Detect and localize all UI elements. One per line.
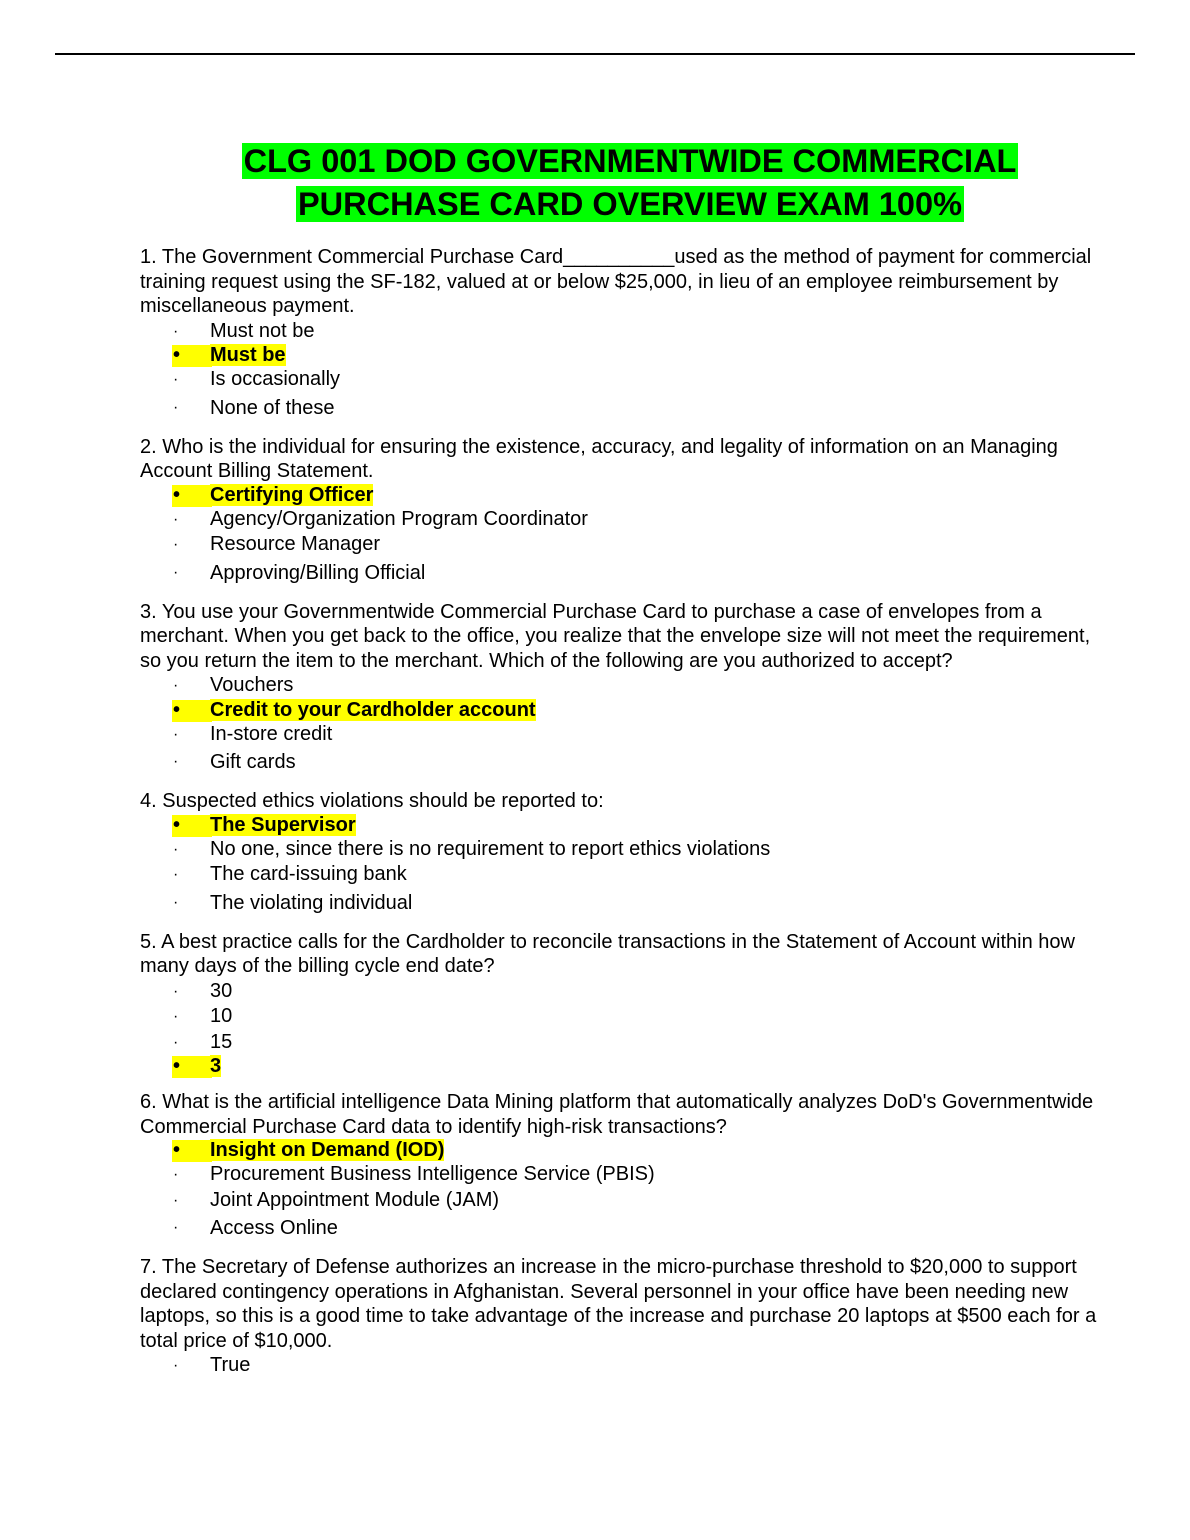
answer-option — [140, 532, 1110, 558]
answer-option-label: Must not be — [210, 319, 315, 342]
question-text: 1. The Government Commercial Purchase Card__________used as the method of payment for commercial training request using the SF-182, valued at or below $25,000, in lieu of an employee reimbursement by miscellaneous payment. — [140, 246, 1092, 317]
answer-option — [140, 1162, 1110, 1188]
answer-option-label: 10 — [210, 1005, 233, 1027]
question-text: 3. You use your Governmentwide Commercial Purchase Card to purchase a case of envelopes from a merchant. When you get back to the office, you realize that the envelope size will not meet the requirement, so you return the item to the merchant. Which of the following are you authorized to accept? — [140, 600, 1091, 672]
answer-options — [140, 1139, 1110, 1243]
answer-option — [140, 862, 1110, 888]
answer-option — [140, 558, 1110, 588]
answer-option — [140, 319, 1110, 345]
answer-highlight — [172, 1140, 212, 1162]
answer-option-label: Agency/Organization Program Coordinator — [210, 507, 588, 530]
answer-option-label: True — [210, 1354, 251, 1376]
answer-option — [140, 1353, 1110, 1379]
answer-option — [140, 507, 1110, 533]
question-block — [140, 435, 1110, 588]
question-text: 7. The Secretary of Defense authorizes an increase in the micro-purchase threshold to $20,000 to support declared contingency operations in Afghanistan. Several personnel in your office have been needing new laptops, so this is a good time to take advantage of the increase and purchase 20 laptops at $500 each for a total price of $10,000. — [140, 1256, 1097, 1352]
answer-options — [140, 484, 1110, 588]
answer-option — [140, 1030, 1110, 1056]
answer-option-label: Approving/Billing Official — [210, 561, 426, 584]
answer-option-label: None of these — [210, 396, 335, 419]
answer-option — [140, 1188, 1110, 1214]
answer-options — [140, 979, 1110, 1079]
answer-option-label: The card-issuing bank — [210, 863, 407, 885]
question-text: 2. Who is the individual for ensuring the existence, accuracy, and legality of information on an Managing Account Billing Statement. — [140, 435, 1058, 482]
answer-option-label: Is occasionally — [210, 368, 341, 390]
answer-option-label: 3 — [210, 1055, 222, 1077]
correct-answer-option — [140, 1139, 1110, 1162]
document-title — [140, 140, 1120, 226]
answer-option-label: In-store credit — [210, 722, 333, 745]
question-block — [140, 789, 1110, 918]
answer-option-label: Resource Manager — [210, 533, 381, 555]
question-block — [140, 245, 1110, 423]
answer-option-label: Insight on Demand (IOD) — [210, 1139, 445, 1161]
question-block — [140, 1255, 1110, 1379]
answer-option — [140, 722, 1110, 748]
answer-highlight — [172, 485, 212, 507]
answer-option — [140, 979, 1110, 1005]
answer-highlight — [172, 1056, 212, 1078]
question-block — [140, 600, 1110, 778]
question-text: 4. Suspected ethics violations should be reported to: — [140, 790, 604, 812]
answer-option-label: The violating individual — [210, 891, 413, 914]
title-line-2: PURCHASE CARD OVERVIEW EXAM 100% — [298, 186, 962, 222]
correct-answer-option — [140, 344, 1110, 367]
correct-answer-option — [140, 814, 1110, 837]
answer-option — [140, 837, 1110, 863]
correct-answer-option — [140, 1055, 1110, 1078]
answer-option-label: Credit to your Cardholder account — [210, 698, 536, 721]
question-list — [140, 245, 1110, 1391]
question-text: 5. A best practice calls for the Cardholder to reconcile transactions in the Statement of Account within how many days of the billing cycle end date? — [140, 930, 1075, 977]
answer-options — [140, 1353, 1110, 1379]
answer-option-label: No one, since there is no requirement to report ethics violations — [210, 837, 771, 860]
answer-option — [140, 367, 1110, 393]
answer-option-label: 30 — [210, 979, 233, 1002]
answer-option-label: Must be — [210, 344, 286, 366]
answer-option-label: Gift cards — [210, 751, 296, 773]
answer-option-label: 15 — [210, 1030, 233, 1053]
answer-option — [140, 1213, 1110, 1243]
answer-options — [140, 814, 1110, 918]
answer-option-label: Certifying Officer — [210, 483, 374, 506]
answer-option-label: Joint Appointment Module (JAM) — [210, 1188, 500, 1211]
answer-option-label: Access Online — [210, 1217, 338, 1239]
answer-option — [140, 673, 1110, 699]
question-text: 6. What is the artificial intelligence Data Mining platform that automatically analyzes DoD's Governmentwide Commercial Purchase Card data to identify high-risk transactions? — [140, 1091, 1094, 1138]
answer-option — [140, 1004, 1110, 1030]
question-block — [140, 930, 1110, 1079]
answer-option — [140, 747, 1110, 777]
answer-option-label: Vouchers — [210, 674, 294, 696]
page-top-rule — [55, 53, 1135, 55]
correct-answer-option — [140, 484, 1110, 507]
answer-option — [140, 888, 1110, 918]
answer-option — [140, 393, 1110, 423]
answer-highlight — [172, 815, 212, 837]
answer-highlight — [172, 700, 212, 722]
answer-highlight — [172, 345, 212, 367]
answer-option-label: Procurement Business Intelligence Service (PBIS) — [210, 1163, 655, 1185]
correct-answer-option — [140, 699, 1110, 722]
answer-options — [140, 673, 1110, 777]
answer-option-label: The Supervisor — [210, 813, 356, 836]
title-line-1: CLG 001 DOD GOVERNMENTWIDE COMMERCIAL — [243, 143, 1017, 179]
question-block — [140, 1090, 1110, 1243]
answer-options — [140, 319, 1110, 423]
